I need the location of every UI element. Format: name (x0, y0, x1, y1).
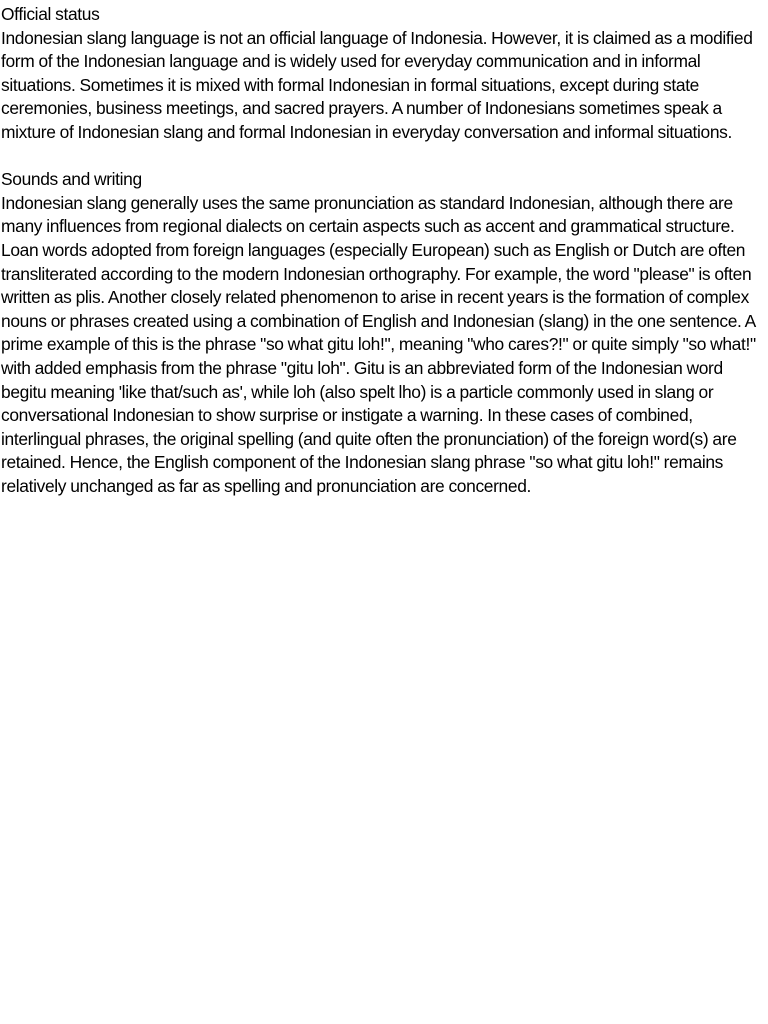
section-sounds-and-writing (1, 168, 768, 498)
section-official-status (1, 3, 768, 145)
section-title: Official status (1, 4, 100, 24)
document (1, 3, 768, 498)
section-title: Sounds and writing (1, 169, 142, 190)
section-paragraph: Indonesian slang generally uses the same pronunciation as standard Indonesian, although there are many influences from regional dialects on certain aspects such as accent and grammatical structure. Loan words adopted from foreign languages (especially European) such as English or Dutch are often transliterated according to the modern Indonesian orthography. For example, the word "please" is often written as plis. Another closely related phenomenon to arise in recent years is the formation of complex nouns or phrases created using a combination of English and Indonesian (slang) in the one sentence. A prime example of this is the phrase "so what gitu loh!", meaning "who cares?!" or quite simply "so what!" with added emphasis from the phrase "gitu loh". Gitu is an abbreviated form of the Indonesian word begitu meaning 'like that/such as', while loh (also spelt lho) is a particle commonly used in slang or conversational Indonesian to show surprise or instigate a warning. In these cases of combined, interlingual phrases, the original spelling (and quite often the pronunciation) of the foreign word(s) are retained. Hence, the English component of the Indonesian slang phrase "so what gitu loh!" remains relatively unchanged as far as spelling and pronunciation are concerned. (1, 192, 756, 496)
section-paragraph: Indonesian slang language is not an official language of Indonesia. However, it is claimed as a modified form of the Indonesian language and is widely used for everyday communication and in informal situations. Sometimes it is mixed with formal Indonesian in formal situations, except during state ceremonies, business meetings, and sacred prayers. A number of Indonesians sometimes speak a mixture of Indonesian slang and formal Indonesian in everyday conversation and informal situations. (1, 27, 753, 142)
